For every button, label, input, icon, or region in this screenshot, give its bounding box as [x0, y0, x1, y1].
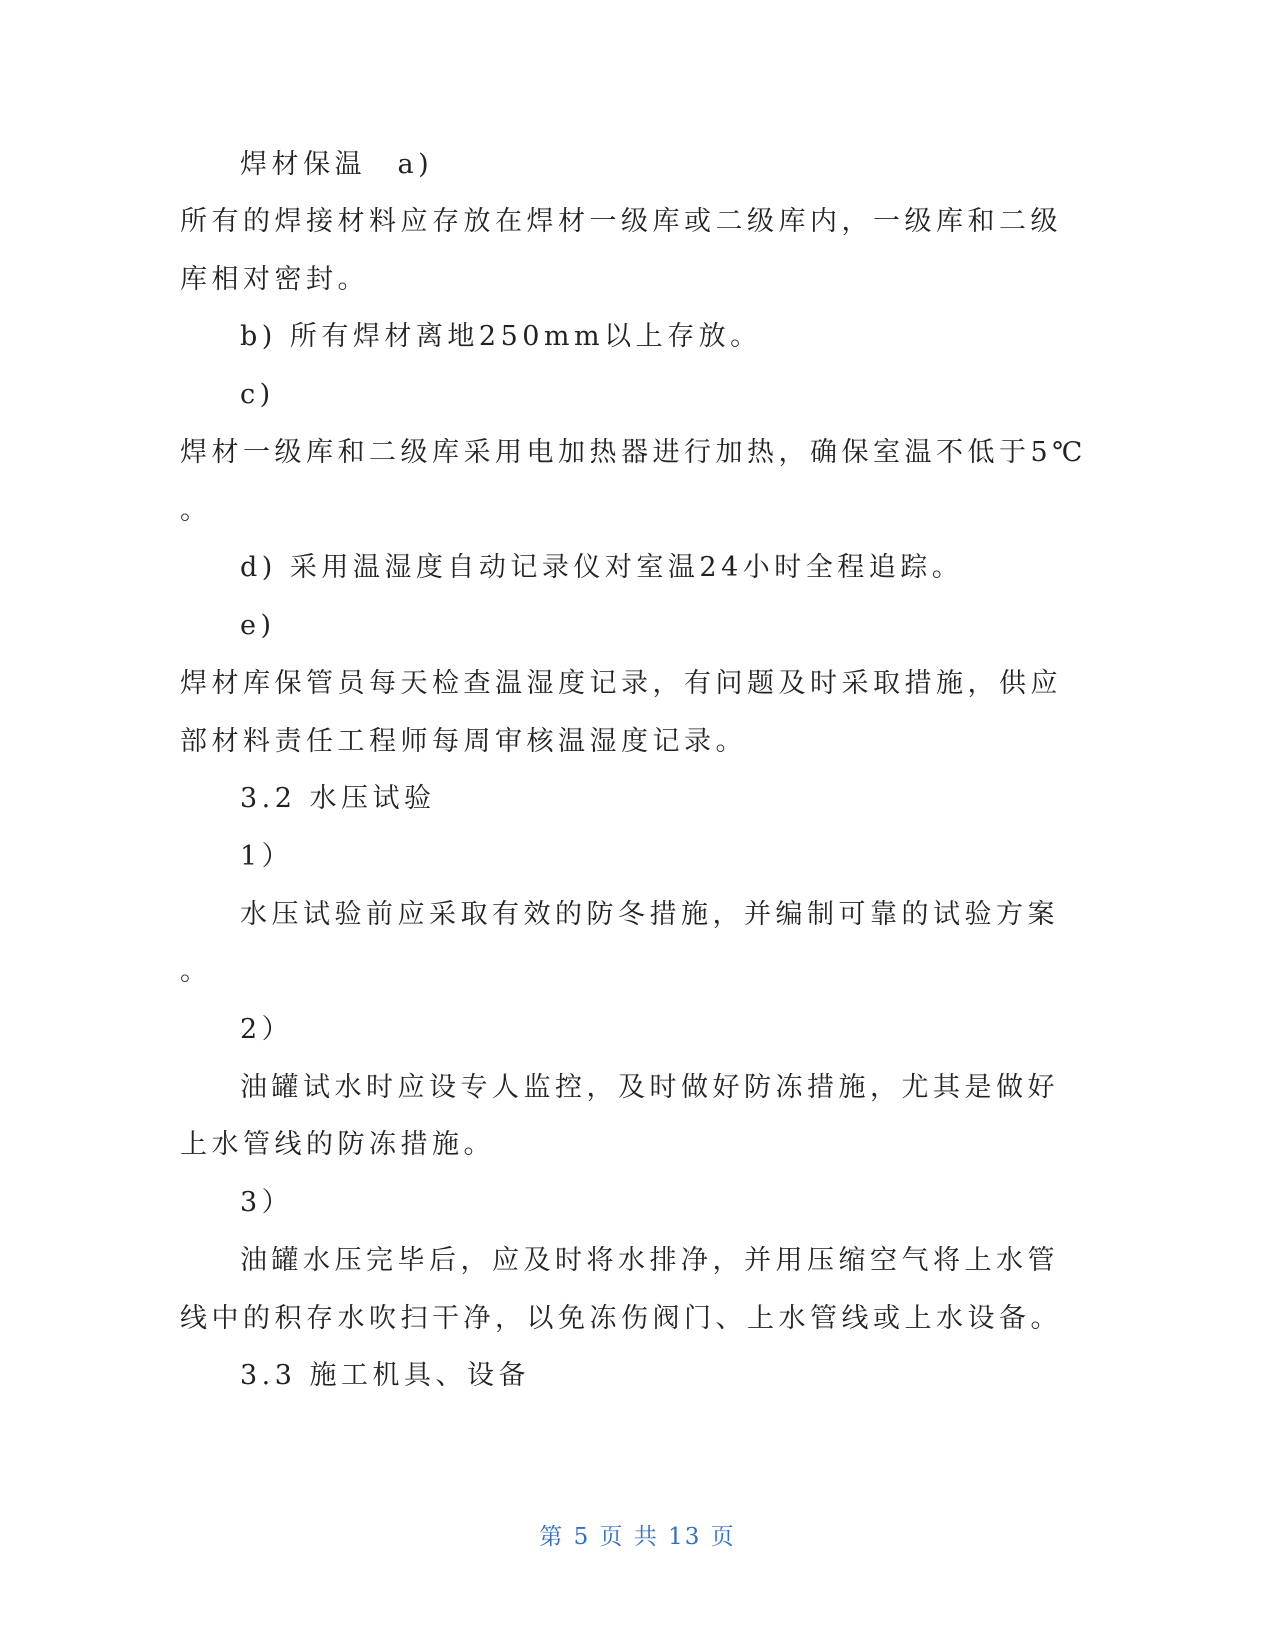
text-line: 线中的积存水吹扫干净，以免冻伤阀门、上水管线或上水设备。 [180, 1303, 1062, 1334]
text-line: 所有的焊接材料应存放在焊材一级库或二级库内，一级库和二级 [180, 206, 1062, 237]
text-line-item-d: d) 采用温湿度自动记录仪对室温24小时全程追踪。 [240, 552, 964, 583]
text-line-item-1: 1） [240, 841, 294, 872]
text-line: 油罐试水时应设专人监控，及时做好防冻措施，尤其是做好 [240, 1072, 1059, 1103]
text-line-welding-heading: 焊材保温 a) [240, 149, 434, 180]
text-line-item-3: 3） [240, 1187, 294, 1218]
text-line-item-b: b) 所有焊材离地250mm以上存放。 [240, 321, 762, 352]
text-line: 水压试验前应采取有效的防冬措施，并编制可靠的试验方案 [240, 899, 1059, 930]
text-line-item-2: 2） [240, 1014, 294, 1045]
text-line: 部材料责任工程师每周审核温湿度记录。 [180, 726, 747, 757]
text-line: 焊材库保管员每天检查温湿度记录，有问题及时采取措施，供应 [180, 668, 1062, 699]
section-heading-3-3: 3.3 施工机具、设备 [240, 1360, 531, 1391]
text-line: 。 [180, 956, 212, 987]
text-line-item-e: e) [240, 610, 276, 641]
section-heading-3-2: 3.2 水压试验 [240, 783, 436, 814]
text-line-item-c: c) [240, 379, 275, 410]
text-line: 油罐水压完毕后，应及时将水排净，并用压缩空气将上水管 [240, 1245, 1059, 1276]
text-line: 焊材一级库和二级库采用电加热器进行加热，确保室温不低于5℃ [180, 437, 1087, 468]
text-line: 。 [180, 495, 212, 526]
text-line: 上水管线的防冻措施。 [180, 1129, 495, 1160]
text-line: 库相对密封。 [180, 264, 369, 295]
page-number-footer: 第 5 页 共 13 页 [539, 1524, 736, 1550]
